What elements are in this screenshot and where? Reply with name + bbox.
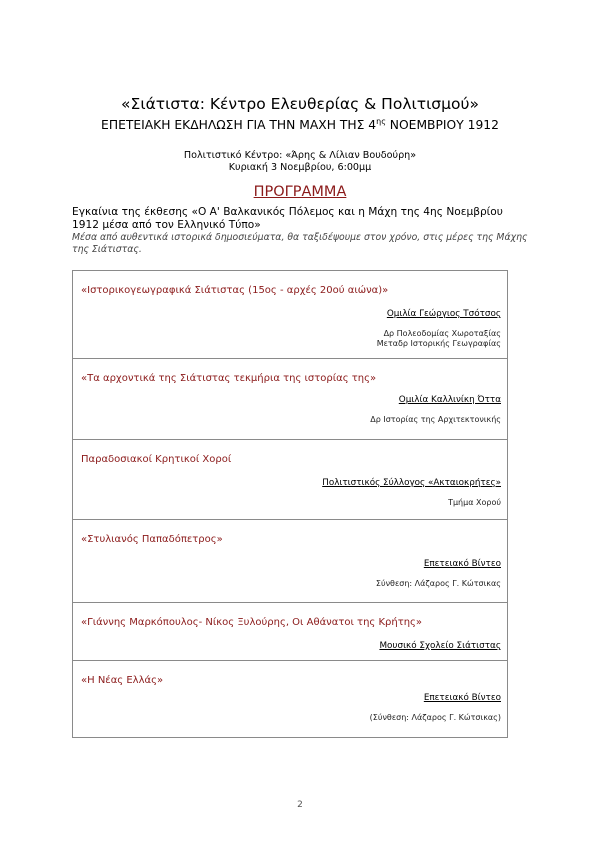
program-item-credential <box>370 713 501 723</box>
program-item-title: «Ιστορικογεωγραφικά Σιάτιστας (15ος - αρχές 20ού αιώνα)» <box>81 285 389 296</box>
credential-line: (Σύνθεση: Λάζαρος Γ. Κώτσικας) <box>369 713 501 722</box>
program-row <box>73 520 507 603</box>
program-item-title: «Στυλιανός Παπαδόπετρος» <box>81 534 223 545</box>
program-item-credential <box>377 329 501 349</box>
program-item-presenter: Ομιλία Καλλινίκη Όττα <box>398 395 501 405</box>
program-heading: ΠΡΟΓΡΑΜΜΑ <box>253 184 347 200</box>
program-item-presenter: Επετειακό Βίντεο <box>423 559 501 569</box>
subtitle-text-end: ΝΟΕΜΒΡΙΟΥ 1912 <box>385 118 499 133</box>
program-row <box>73 271 507 359</box>
program-row <box>73 661 507 737</box>
program-row <box>73 440 507 520</box>
venue-name: Πολιτιστικό Κέντρο: «Άρης & Λίλιαν Βουδούρη» <box>183 150 417 161</box>
credential-line: Σύνθεση: Λάζαρος Γ. Κώτσικας <box>375 579 501 588</box>
program-item-presenter: Πολιτιστικός Σύλλογος «Ακταιοκρήτες» <box>322 478 501 488</box>
program-item-presenter: Επετειακό Βίντεο <box>423 693 501 703</box>
program-item-presenter: Ομιλία Γεώργιος Τσότσος <box>386 309 501 319</box>
credential-line: Δρ Πολεοδομίας Χωροταξίας <box>383 329 501 338</box>
program-row <box>73 603 507 661</box>
program-item-credential <box>370 415 501 425</box>
credential-line: Τμήμα Χορού <box>448 498 501 507</box>
program-item-presenter: Μουσικό Σχολείο Σιάτιστας <box>379 641 501 651</box>
event-datetime: Κυριακή 3 Νοεμβρίου, 6:00μμ <box>228 162 372 173</box>
page-number: 2 <box>297 800 303 810</box>
program-item-credential <box>376 579 501 589</box>
program-item-title: «Η Νέας Ελλάς» <box>81 675 164 686</box>
program-item-credential <box>448 498 501 508</box>
program-row <box>73 359 507 440</box>
credential-line: Δρ Ιστορίας της Αρχιτεκτονικής <box>370 415 501 424</box>
exhibition-note: Μέσα από αυθεντικά ιστορικά δημοσιεύματα, θα ταξιδέψουμε στον χρόνο, στις μέρες της Μάχης της Σιάτιστας. <box>72 232 528 255</box>
program-table <box>72 270 508 738</box>
document-title: «Σιάτιστα: Κέντρο Ελευθερίας & Πολιτισμού» <box>121 95 479 113</box>
program-item-title: «Τα αρχοντικά της Σιάτιστας τεκμήρια της ιστορίας της» <box>81 373 377 384</box>
subtitle-superscript: ης <box>376 117 386 126</box>
program-item-title: «Γιάννης Μαρκόπουλος- Νίκος Ξυλούρης, Οι Αθάνατοι της Κρήτης» <box>81 617 423 628</box>
exhibition-intro: Εγκαίνια της έκθεσης «Ο Α' Βαλκανικός Πόλεμος και η Μάχη της 4ης Νοεμβρίου 1912 μέσα από τον Ελληνικό Τύπο» <box>72 206 503 231</box>
credential-line: Μεταδρ Ιστορικής Γεωγραφίας <box>376 339 501 348</box>
document-subtitle <box>0 114 600 133</box>
venue-block <box>0 150 600 174</box>
program-item-title: Παραδοσιακοί Κρητικοί Χοροί <box>81 454 232 465</box>
subtitle-text: ΕΠΕΤΕΙΑΚΗ ΕΚΔΗΛΩΣΗ ΓΙΑ ΤΗΝ ΜΑΧΗ ΤΗΣ 4 <box>101 118 377 133</box>
